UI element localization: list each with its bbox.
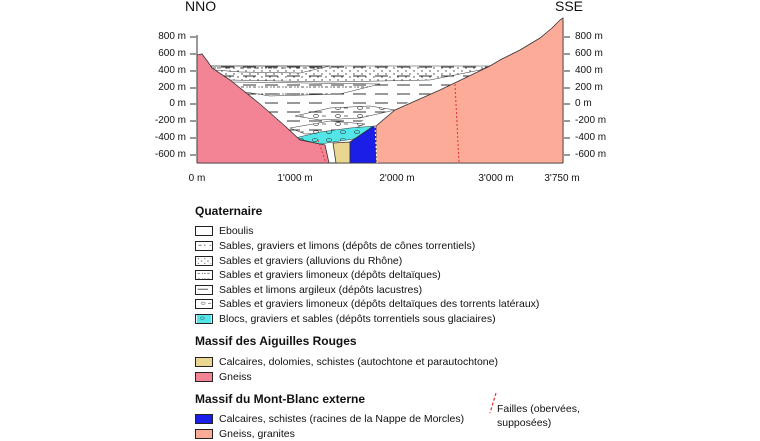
- legend-item-delta-lateral: [195, 297, 539, 311]
- legend-item-lacustre: [195, 283, 422, 297]
- legend-label: Sables, graviers et limons (dépôts de cônes torrentiels): [219, 240, 476, 252]
- legend-title-mont-blanc: Massif du Mont-Blanc externe: [195, 392, 366, 406]
- legend-title-aiguilles-rouges: Massif des Aiguilles Rouges: [195, 334, 357, 348]
- x-tick: 1'000 m: [277, 173, 313, 184]
- legend-label: Sables et limons argileux (dépôts lacustres): [219, 284, 423, 296]
- swatch-gneiss: [195, 372, 213, 382]
- legend-item-delta: [195, 268, 441, 282]
- legend-item-gneiss-granites: [195, 427, 295, 441]
- legend-item-gneiss: [195, 370, 252, 384]
- y-tick-right: -400 m: [575, 132, 607, 143]
- y-tick-right: -200 m: [575, 115, 607, 126]
- swatch-calcaires-autochtone: [195, 357, 213, 367]
- legend-item-cones: [195, 239, 475, 253]
- faults-label: Failles (obervées, supposées): [497, 403, 580, 429]
- legend-label: Blocs, graviers et sables (dépôts torrentiels sous glaciaires): [219, 313, 496, 325]
- y-tick-left: 800 m: [158, 31, 186, 42]
- y-tick-left: -400 m: [154, 132, 186, 143]
- y-tick-left: 600 m: [158, 48, 186, 59]
- swatch-lacustre: [195, 285, 213, 295]
- legend-item-calcaires-autochtone: [195, 355, 498, 369]
- y-tick-right: -600 m: [575, 149, 607, 160]
- legend-title-quaternaire: Quaternaire: [195, 204, 263, 218]
- y-tick-right: 600 m: [575, 48, 603, 59]
- legend-label: Calcaires, schistes (racines de la Nappe de Morcles): [219, 413, 465, 425]
- x-tick: 2'000 m: [379, 173, 415, 184]
- legend-label: Gneiss, granites: [219, 428, 295, 440]
- legend-label: Gneiss: [219, 371, 252, 383]
- y-tick-left: -600 m: [154, 149, 186, 160]
- y-tick-left: 200 m: [158, 82, 186, 93]
- x-tick: 0 m: [188, 173, 206, 184]
- swatch-cones: [195, 241, 213, 251]
- orientation-right: SSE: [555, 0, 584, 14]
- y-tick-left: -200 m: [154, 115, 186, 126]
- legend-label: Calcaires, dolomies, schistes (autochtone et parautochtone): [219, 356, 498, 368]
- legend-label: Sables et graviers (alluvions du Rhône): [219, 255, 403, 267]
- y-tick-right: 400 m: [575, 65, 603, 76]
- left-ticks: [190, 37, 196, 155]
- swatch-morcles: [195, 414, 213, 424]
- y-tick-left: 400 m: [158, 65, 186, 76]
- legend-label: Sables et graviers limoneux (dépôts deltaïques des torrents latéraux): [219, 298, 540, 310]
- geological-cross-section: [0, 0, 760, 190]
- legend-item-rhone: [195, 254, 402, 268]
- y-tick-right: 200 m: [575, 82, 603, 93]
- legend-label: Eboulis: [219, 225, 254, 237]
- swatch-gneiss-granites: [195, 429, 213, 439]
- legend-item-morcles: [195, 412, 464, 426]
- y-tick-left: 0 m: [169, 98, 186, 109]
- legend-item-blocs: [195, 312, 496, 326]
- swatch-blocs: [195, 314, 213, 324]
- x-tick: 3'000 m: [478, 173, 514, 184]
- x-tick: 3'750 m: [544, 173, 580, 184]
- swatch-eboulis: [195, 226, 213, 236]
- orientation-left: NNO: [185, 0, 217, 14]
- y-tick-right: 0 m: [575, 98, 592, 109]
- autochthonous-limestones: [333, 142, 350, 163]
- y-tick-right: 800 m: [575, 31, 603, 42]
- cross-section-svg: [0, 0, 760, 185]
- legend-item-eboulis: [195, 224, 253, 238]
- right-ticks: [564, 37, 570, 155]
- swatch-rhone: [195, 256, 213, 266]
- swatch-delta-lateral: [195, 299, 213, 309]
- swatch-delta: [195, 270, 213, 280]
- legend-label: Sables et graviers limoneux (dépôts deltaïques): [219, 269, 441, 281]
